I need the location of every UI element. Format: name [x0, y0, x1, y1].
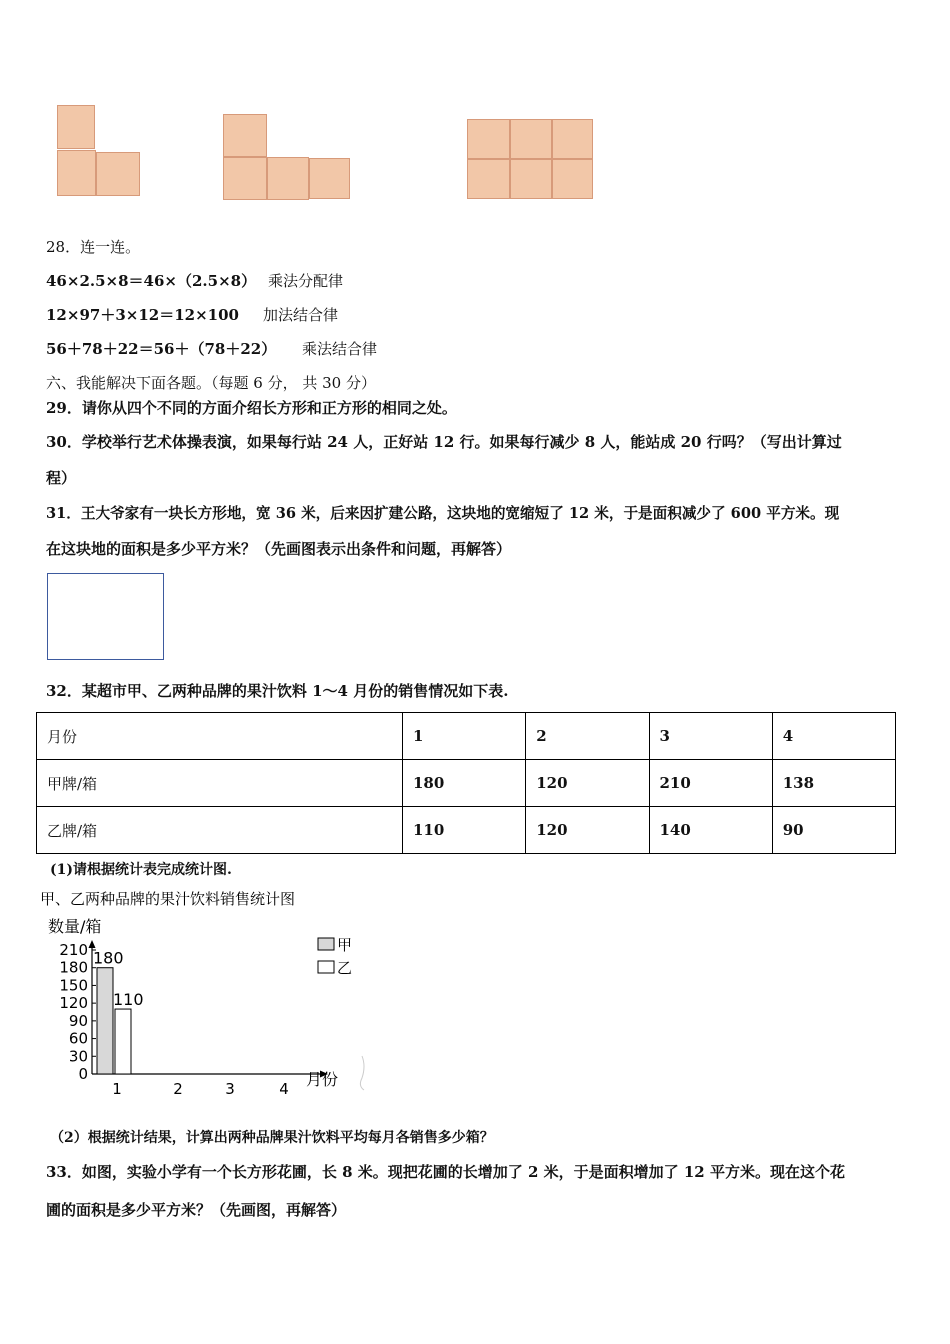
- y-tick-label: 60: [68, 1029, 88, 1048]
- y-tick-label: 90: [68, 1011, 88, 1030]
- x-tick-label: 4: [279, 1080, 289, 1098]
- table-cell: 180: [403, 760, 526, 807]
- q28-expr-2: 12×97＋3×12＝12×100: [46, 306, 239, 324]
- table-cell: 138: [772, 760, 895, 807]
- y-tick-label: 180: [59, 958, 88, 977]
- q29-text: 29．请你从四个不同的方面介绍长方形和正方形的相同之处。: [46, 399, 457, 417]
- table-cell: 90: [772, 807, 895, 854]
- tile: [467, 159, 510, 199]
- corner-decoration: [360, 1056, 364, 1090]
- table-header-cell: 4: [772, 713, 895, 760]
- section-heading: 六、我能解决下面各题。（每题 6 分， 共 30 分）: [46, 374, 376, 392]
- q28-title: 28．连一连。: [46, 238, 141, 256]
- bar-data-label: 110: [113, 990, 144, 1010]
- table-cell: 乙牌/箱: [37, 807, 403, 854]
- table-cell: 甲牌/箱: [37, 760, 403, 807]
- bar-yi-month-1: [115, 1009, 131, 1074]
- tile: [223, 114, 267, 157]
- q28-law-2: 加法结合律: [263, 306, 339, 324]
- y-tick-label: 210: [59, 941, 88, 959]
- legend-swatch-jia: [318, 938, 334, 950]
- tile: [510, 159, 552, 199]
- legend-swatch-yi: [318, 961, 334, 973]
- x-tick-label: 2: [173, 1080, 183, 1098]
- tile: [267, 157, 309, 200]
- tile: [57, 105, 95, 149]
- q28-expr-1: 46×2.5×8＝46×（2.5×8）: [46, 272, 257, 290]
- table-cell: 120: [526, 760, 649, 807]
- legend-label-jia: 甲: [337, 936, 353, 954]
- q30-text-1: 30．学校举行艺术体操表演，如果每行站 24 人，正好站 12 行。如果每行减少 8 人，能站成 20 行吗？（写出计算过: [46, 433, 842, 451]
- q32-sub2: （2）根据统计结果，计算出两种品牌果汁饮料平均每月各销售多少箱？: [50, 1130, 494, 1146]
- table-row: [37, 713, 896, 760]
- q33-text-2: 圃的面积是多少平方米？（先画图，再解答）: [46, 1201, 347, 1219]
- tile: [57, 150, 96, 196]
- tile: [96, 152, 140, 196]
- table-header-cell: 3: [649, 713, 772, 760]
- x-tick-label: 3: [225, 1080, 235, 1098]
- sales-bar-chart: [40, 888, 380, 1098]
- tile: [510, 119, 552, 159]
- q30-text-2: 程）: [46, 469, 77, 487]
- tile: [467, 119, 510, 159]
- q31-text-2: 在这块地的面积是多少平方米？（先画图表示出条件和问题，再解答）: [46, 540, 512, 558]
- bar-jia-month-1: [97, 968, 113, 1074]
- tile: [223, 157, 267, 200]
- sales-table: [36, 712, 896, 854]
- legend-label-yi: 乙: [337, 959, 353, 977]
- q28-expr-3: 56＋78＋22＝56＋（78＋22）: [46, 340, 277, 358]
- q28-law-3: 乘法结合律: [302, 340, 378, 358]
- table-cell: 120: [526, 807, 649, 854]
- y-tick-label: 30: [68, 1047, 88, 1066]
- tile: [552, 159, 593, 199]
- y-tick-label: 120: [59, 994, 88, 1013]
- table-cell: 110: [403, 807, 526, 854]
- drawing-box: [47, 573, 164, 660]
- table-header-cell: 月份: [37, 713, 403, 760]
- table-row: [37, 807, 896, 854]
- tile: [552, 119, 593, 159]
- table-row: [37, 760, 896, 807]
- bar-data-label: 180: [93, 948, 124, 968]
- y-tick-label: 0: [78, 1065, 88, 1083]
- table-cell: 140: [649, 807, 772, 854]
- table-cell: 210: [649, 760, 772, 807]
- tile: [309, 158, 350, 199]
- q33-text-1: 33．如图，实验小学有一个长方形花圃，长 8 米。现把花圃的长增加了 2 米，于是面积增加了 12 平方米。现在这个花: [46, 1163, 845, 1181]
- y-tick-label: 150: [59, 976, 88, 995]
- chart-ylabel: 数量/箱: [48, 917, 102, 936]
- y-axis-arrow: [89, 940, 96, 948]
- q31-text-1: 31．王大爷家有一块长方形地，宽 36 米，后来因扩建公路，这块地的宽缩短了 12 米，于是面积减少了 600 平方米。现: [46, 505, 840, 522]
- q32-sub1: (1)请根据统计表完成统计图.: [50, 862, 232, 878]
- x-tick-label: 1: [112, 1080, 122, 1098]
- table-header-cell: 1: [403, 713, 526, 760]
- chart-legend: [318, 936, 352, 977]
- q32-title: 32．某超市甲、乙两种品牌的果汁饮料 1～4 月份的销售情况如下表.: [46, 682, 509, 700]
- q28-law-1: 乘法分配律: [268, 272, 344, 290]
- chart-xlabel: 月份: [306, 1070, 339, 1089]
- table-header-cell: 2: [526, 713, 649, 760]
- chart-title: 甲、乙两种品牌的果汁饮料销售统计图: [40, 890, 296, 908]
